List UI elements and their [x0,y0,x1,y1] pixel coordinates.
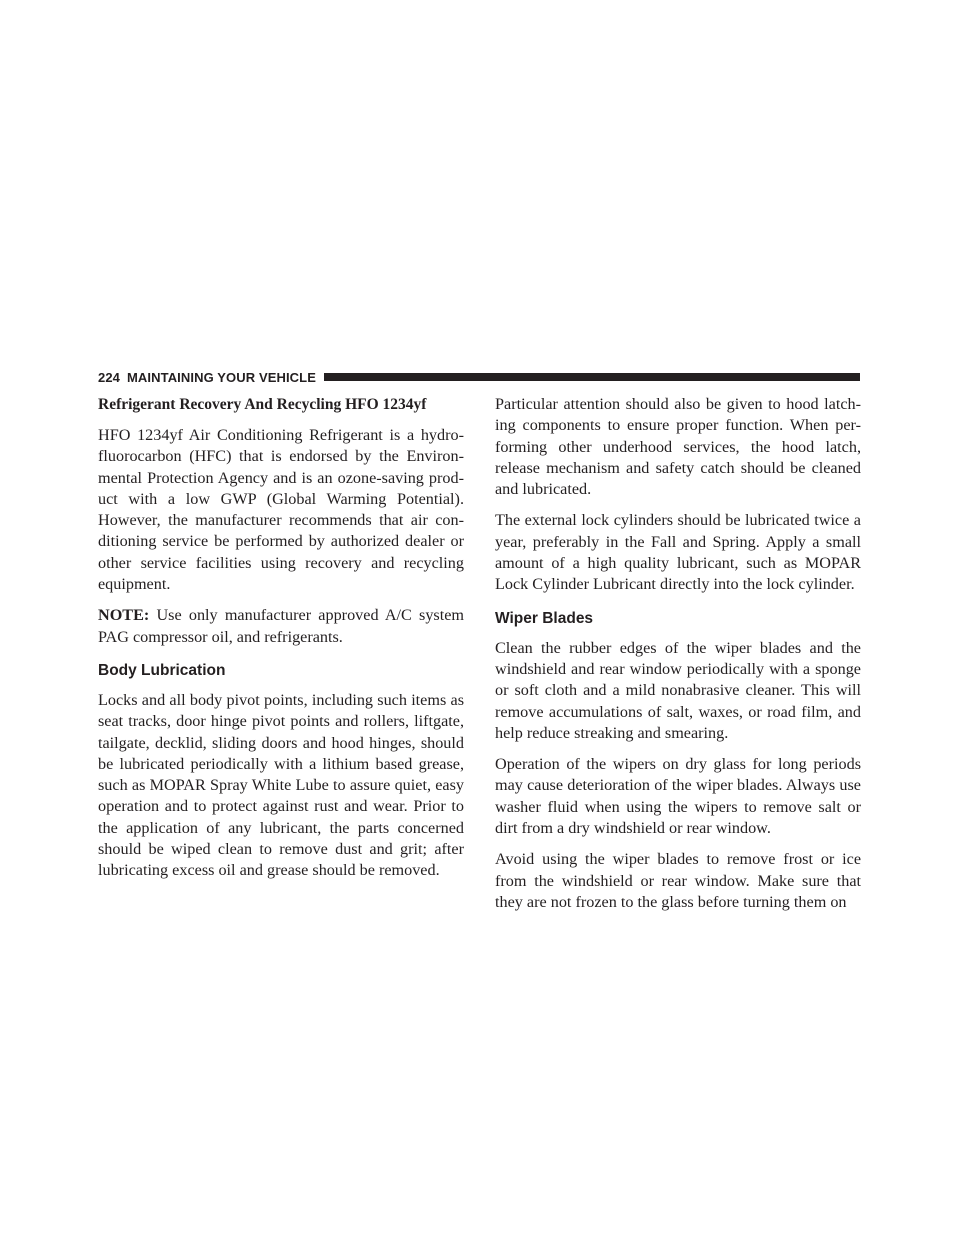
note-label: NOTE: [98,606,150,625]
right-column [495,394,861,923]
lock-cylinder-paragraph: The external lock cylinders should be lubricated twice a year, preferably in the Fall and Spring. Apply a small amount of a high quality lubricant, such as MOPAR Lock Cylinder Lubricant directly into the lock cylinder. [495,511,861,594]
wiper-paragraph-2: Operation of the wipers on dry glass for long periods may cause deterioration of the wiper blades. Always use washer fluid when using the wipers to remove salt or dirt from a dry windshield or rear window. [495,755,861,838]
body-lubrication-paragraph: Locks and all body pivot points, including such items as seat tracks, door hinge pivot points and rollers, liftgate, tailgate, decklid, sliding doors and hood hinges, should be lubricated periodically with a lithium based grease, such as MOPAR Spray White Lube to assure quiet, easy operation and to protect against rust and wear. Prior to the application of any lubricant, the parts concerned should be wiped clean to remove dust and grit; after lubricating excess oil and grease should be removed. [98,690,464,880]
wiper-paragraph-1: Clean the rubber edges of the wiper blades and the windshield and rear window periodically with a sponge or soft cloth and a mild nonabrasive cleaner. This will remove accumulations of salt, waxes, or road film, and help reduce streaking and smearing. [495,638,861,742]
header-rule [324,373,860,381]
body-lubrication-heading: Body Lubrication [98,661,226,679]
hood-latch-paragraph: Particular attention should also be given to hood latch-ing components to ensure proper function. When per-forming other underhood services, the hood latch, release mechanism and safety catch should be cleaned and lubricated. [495,395,861,499]
wiper-blades-heading: Wiper Blades [495,609,594,627]
page-number: 224 [98,369,120,385]
refrigerant-heading: Refrigerant Recovery And Recycling HFO 1234yf [98,396,427,413]
note-text: Use only manufacturer approved A/C system PAG compressor oil, and refrigerants. [98,606,464,646]
section-title: MAINTAINING YOUR VEHICLE [127,369,316,385]
wiper-paragraph-3: Avoid using the wiper blades to remove frost or ice from the windshield or rear window. Make sure that they are not frozen to the glass before turning them on [495,850,861,911]
refrigerant-paragraph: HFO 1234yf Air Conditioning Refrigerant is a hydro-fluorocarbon (HFC) that is endorsed by the Environ-mental Protection Agency and is an ozone-saving prod-uct with a low GWP (Global Warming Potential). However, the manufacturer recommends that air con-ditioning service be performed by authorized dealer or other service facilities using recovery and recycling equipment. [98,426,464,594]
page-header [98,367,860,387]
left-column [98,394,464,892]
refrigerant-note [98,605,464,648]
